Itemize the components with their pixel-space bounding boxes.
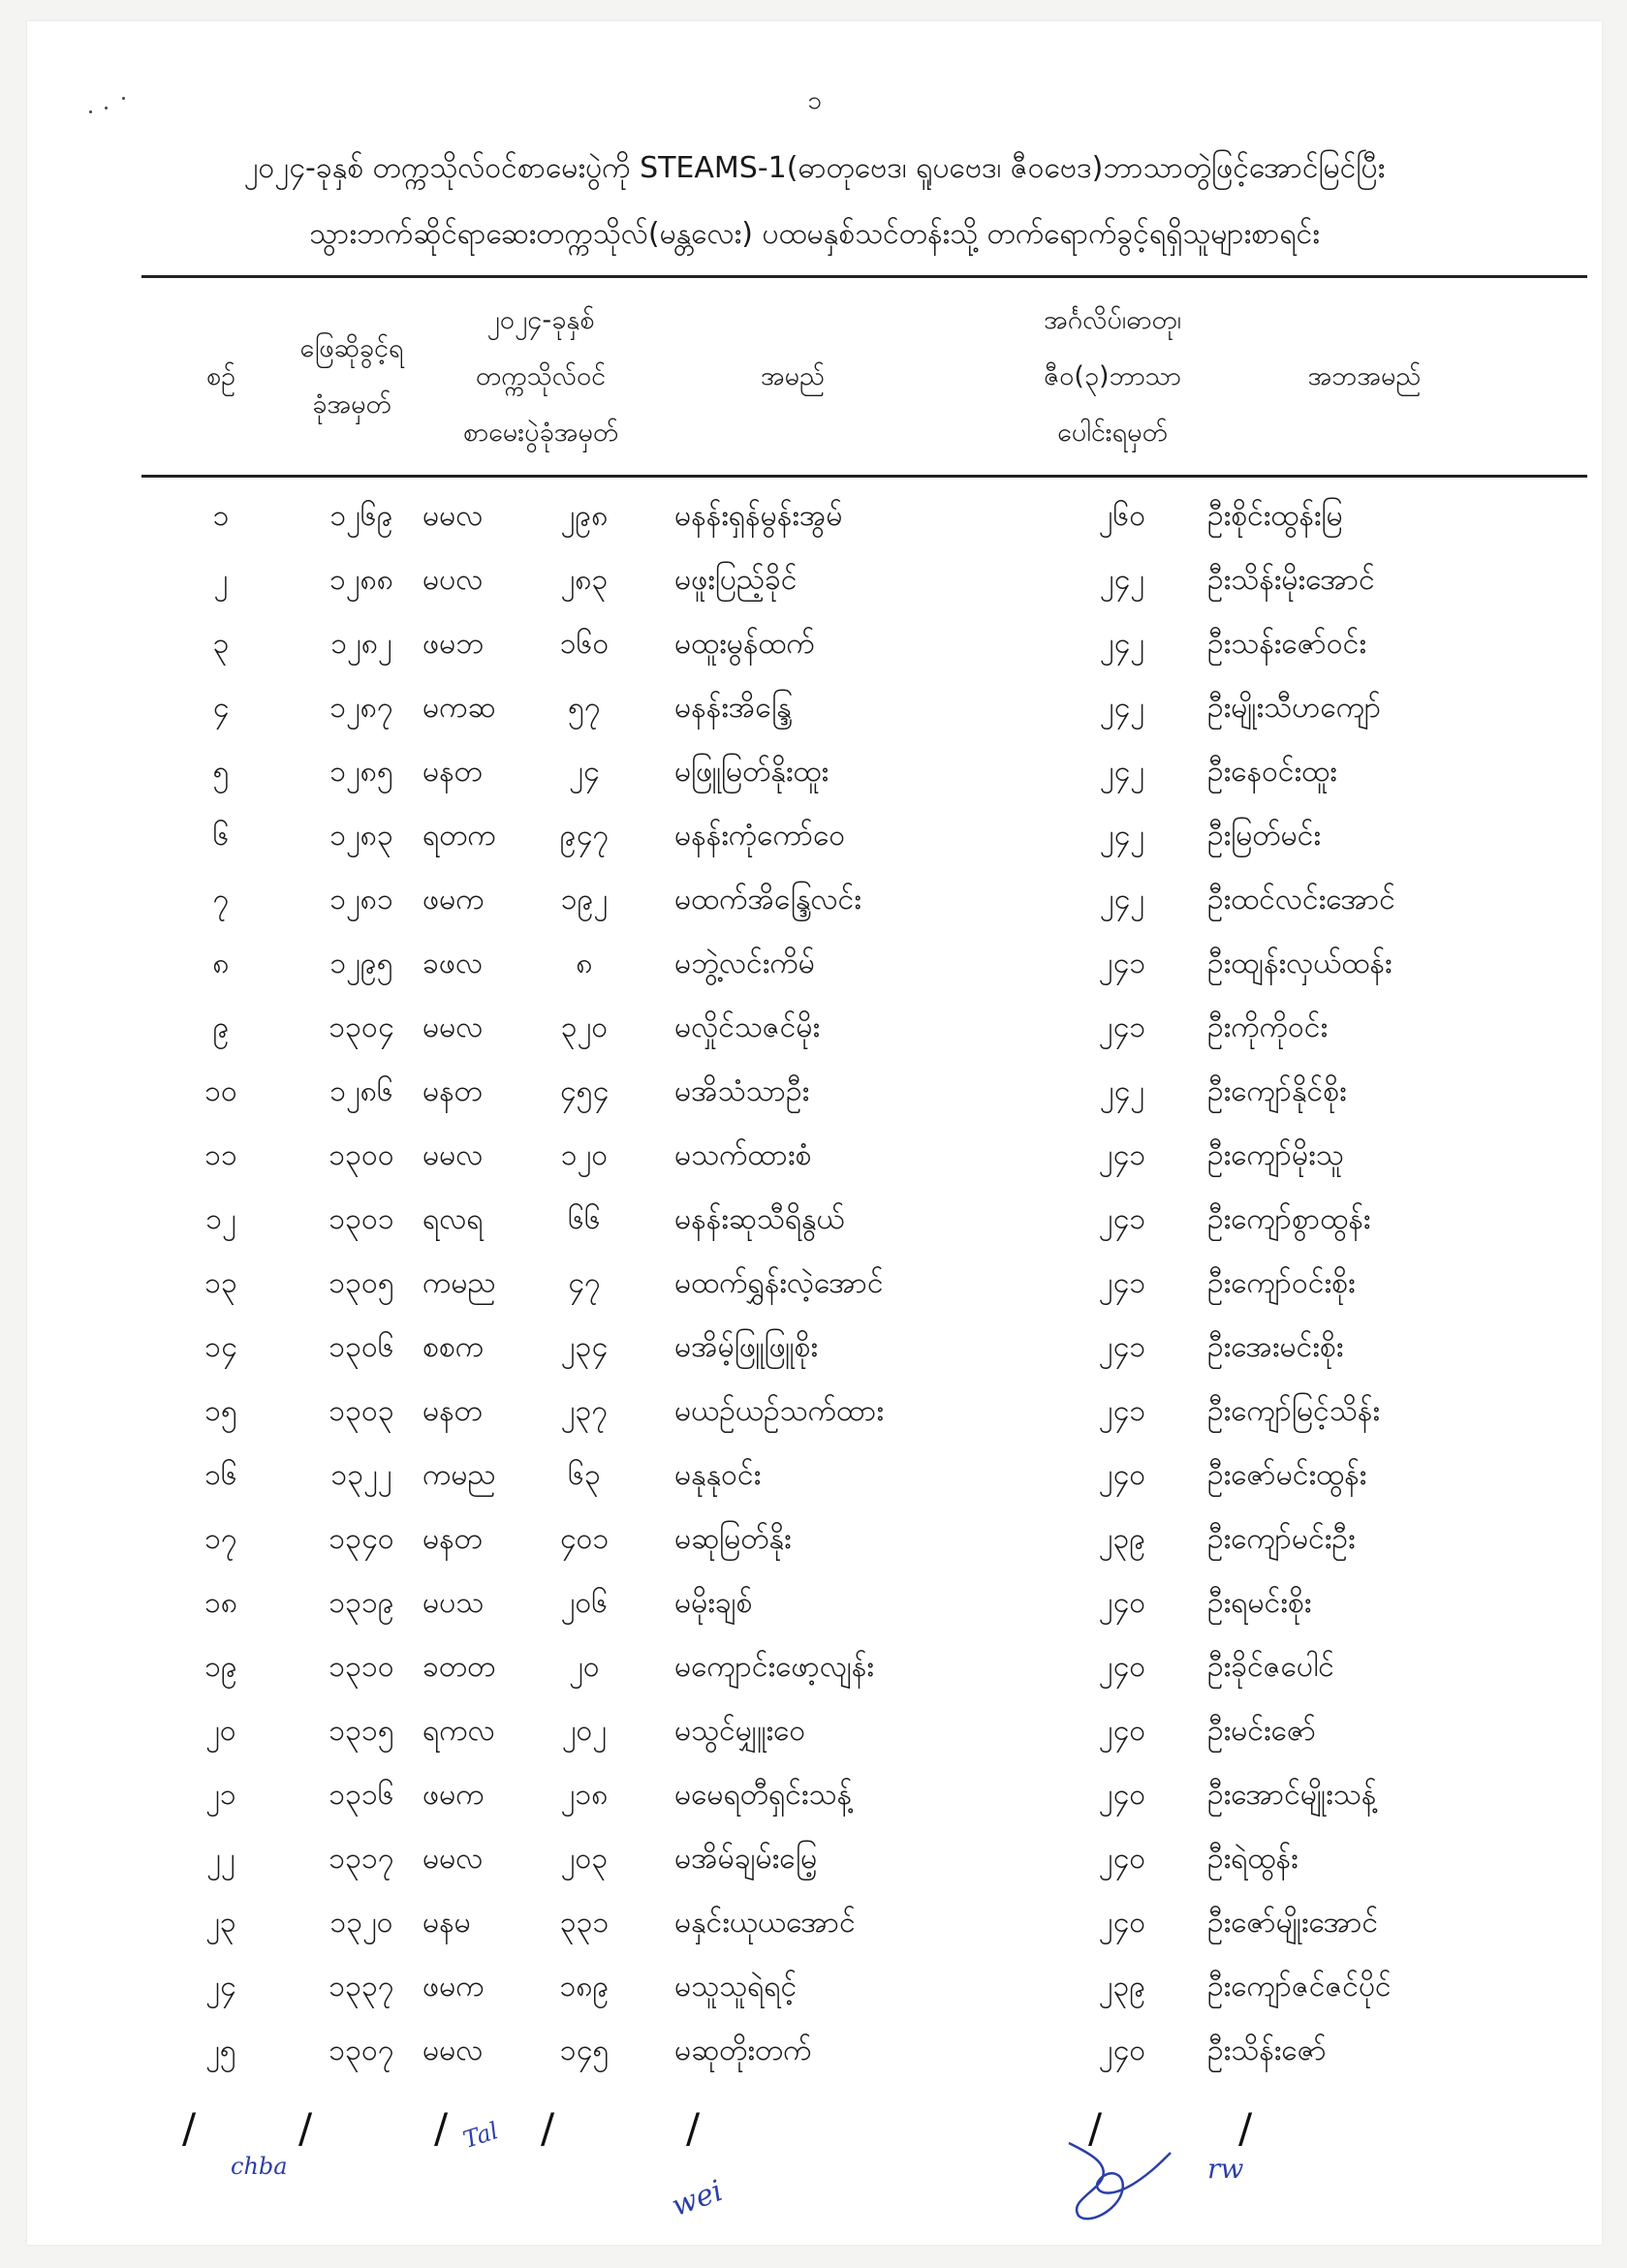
row-roll: ၁၂၈၈ bbox=[329, 563, 393, 597]
row-code: မမလ bbox=[422, 499, 484, 533]
row-no: ၇ bbox=[212, 883, 230, 917]
row-roll: ၁၂၈၇ bbox=[329, 691, 393, 725]
row-code: ရတက bbox=[422, 819, 496, 853]
row-marks: ၂၄၀ bbox=[1098, 2034, 1146, 2067]
row-seat: ၂၄ bbox=[569, 755, 600, 789]
row-code: မမလ bbox=[422, 2034, 484, 2067]
row-code: မကဆ bbox=[422, 691, 496, 725]
row-roll: ၁၃၀၇ bbox=[329, 2034, 394, 2067]
row-seat: ၁၈၉ bbox=[559, 1970, 610, 2004]
row-marks: ၂၃၉ bbox=[1098, 1522, 1146, 1556]
row-marks: ၂၄၂ bbox=[1099, 883, 1145, 917]
row-name: မသူသူရဲရင့် bbox=[674, 1970, 798, 2004]
table-row bbox=[27, 932, 1602, 996]
signature-2: Tal bbox=[459, 2117, 502, 2154]
table-row bbox=[27, 1955, 1602, 2019]
row-name: မယဉ်ယဉ်သက်ထား bbox=[674, 1394, 884, 1428]
row-father: ဦးမျိုးသီဟကျော် bbox=[1207, 691, 1382, 725]
row-marks: ၂၄၂ bbox=[1099, 1074, 1145, 1108]
table-row bbox=[27, 676, 1602, 740]
row-code: မပသ bbox=[422, 1586, 485, 1620]
row-father: ဦးဇော်မျိုးအောင် bbox=[1207, 1906, 1379, 1940]
row-seat: ၃၃၁ bbox=[559, 1906, 610, 1940]
row-father: ဦးကျော်ဇင်ဇင်ပိုင် bbox=[1207, 1970, 1392, 2004]
row-name: မထက်အိန္ဒြေလင်း bbox=[674, 883, 861, 917]
row-marks: ၂၄၂ bbox=[1099, 819, 1145, 853]
row-marks: ၂၄၁ bbox=[1098, 1010, 1146, 1044]
row-name: မနန်းအိန္ဒြေ bbox=[674, 691, 792, 725]
table-row bbox=[27, 1316, 1602, 1380]
row-marks: ၂၄၁ bbox=[1098, 1266, 1146, 1300]
row-marks: ၂၄၀ bbox=[1098, 1714, 1146, 1748]
row-code: မနမ bbox=[422, 1906, 471, 1940]
row-roll: ၁၃၀၁ bbox=[329, 1202, 394, 1236]
row-father: ဦးကျော်မင်းဦး bbox=[1207, 1522, 1356, 1556]
row-seat: ၄၅၄ bbox=[559, 1074, 610, 1108]
row-marks: ၂၃၉ bbox=[1098, 1970, 1146, 2004]
row-code: ခဖလ bbox=[422, 947, 484, 980]
row-no: ၅ bbox=[212, 755, 230, 789]
table-row bbox=[27, 612, 1602, 676]
row-name: မနန်းရှန်မွန်းအွမ် bbox=[674, 499, 843, 533]
row-code: ကမည bbox=[422, 1458, 496, 1492]
table-row bbox=[27, 1252, 1602, 1316]
slash-mark: / bbox=[1088, 2104, 1103, 2152]
row-code: မနတ bbox=[422, 755, 483, 789]
row-no: ၁၇ bbox=[204, 1522, 237, 1556]
row-father: ဦးထင်လင်းအောင် bbox=[1207, 883, 1395, 917]
table-row bbox=[27, 868, 1602, 932]
row-roll: ၁၃၀၄ bbox=[329, 1010, 394, 1044]
row-name: မနုနုဝင်း bbox=[674, 1458, 762, 1492]
row-seat: ၂၀၂ bbox=[561, 1714, 608, 1748]
row-roll: ၁၂၈၃ bbox=[329, 819, 393, 853]
row-marks: ၂၄၀ bbox=[1098, 1778, 1146, 1812]
row-marks: ၂၄၂ bbox=[1099, 627, 1145, 661]
row-code: မနတ bbox=[422, 1074, 483, 1108]
header-marks: အင်္ဂလိပ်၊ဓာတု၊ ဇီဝ(၃)ဘာသာ ပေါင်းရမှတ် bbox=[1043, 305, 1182, 448]
table-row bbox=[27, 484, 1602, 548]
row-marks: ၂၄၀ bbox=[1098, 1650, 1146, 1684]
row-father: ဦးရမင်းစိုး bbox=[1207, 1586, 1312, 1620]
slash-mark: / bbox=[1238, 2104, 1253, 2152]
table-row bbox=[27, 1507, 1602, 1571]
row-no: ၁ bbox=[212, 499, 230, 533]
row-no: ၁၄ bbox=[204, 1330, 237, 1364]
row-roll: ၁၃၀၀ bbox=[329, 1138, 394, 1172]
row-name: မနန်းကုံကော်ဝေ bbox=[674, 819, 846, 853]
row-marks: ၂၄၂ bbox=[1099, 755, 1145, 789]
table-row bbox=[27, 548, 1602, 612]
row-father: ဦးမင်းဇော် bbox=[1207, 1714, 1317, 1748]
slash-mark: / bbox=[686, 2104, 701, 2152]
row-seat: ၁၉၂ bbox=[560, 883, 609, 917]
row-marks: ၂၆၀ bbox=[1098, 499, 1146, 533]
row-seat: ၂၉၈ bbox=[560, 499, 609, 533]
row-father: ဦးသိန်းမိုးအောင် bbox=[1207, 563, 1375, 597]
slash-mark: / bbox=[298, 2104, 313, 2152]
document-title bbox=[85, 136, 1544, 267]
row-code: မမလ bbox=[422, 1842, 484, 1876]
row-seat: ၆၃ bbox=[568, 1458, 601, 1492]
row-marks: ၂၄၀ bbox=[1098, 1842, 1146, 1876]
table-row bbox=[27, 1763, 1602, 1827]
header-name: အမည် bbox=[760, 361, 826, 391]
table-row bbox=[27, 1444, 1602, 1507]
row-seat: ၁၆၀ bbox=[559, 627, 610, 661]
row-name: မသက်ထားစံ bbox=[674, 1138, 812, 1172]
row-name: မဖူးပြည့်ခိုင် bbox=[674, 563, 798, 597]
row-code: မပလ bbox=[422, 563, 484, 597]
row-no: ၃ bbox=[212, 627, 230, 661]
row-code: ဖမက bbox=[422, 883, 485, 917]
table-row bbox=[27, 1380, 1602, 1444]
row-seat: ၄၀၁ bbox=[559, 1522, 610, 1556]
row-no: ၁၁ bbox=[204, 1138, 237, 1172]
table-row bbox=[27, 1635, 1602, 1699]
row-marks: ၂၄၁ bbox=[1098, 1202, 1146, 1236]
row-roll: ၁၂၉၅ bbox=[329, 947, 393, 980]
row-name: မနှင်းယုယအောင် bbox=[674, 1906, 856, 1940]
header-roll: ဖြေဆိုခွင့်ရ ခုံအမှတ် bbox=[299, 333, 404, 419]
row-code: မမလ bbox=[422, 1010, 484, 1044]
row-roll: ၁၂၈၆ bbox=[329, 1074, 393, 1108]
row-code: ဖမက bbox=[422, 1970, 485, 2004]
row-roll: ၁၃၁၆ bbox=[329, 1778, 394, 1812]
row-no: ၁၃ bbox=[204, 1266, 237, 1300]
row-seat: ၉၄၇ bbox=[559, 819, 610, 853]
row-father: ဦးကျော်မြင့်သိန်း bbox=[1207, 1394, 1380, 1428]
row-father: ဦးမြတ်မင်း bbox=[1207, 819, 1322, 853]
row-no: ၁၉ bbox=[204, 1650, 237, 1684]
table-row bbox=[27, 1827, 1602, 1891]
row-name: မဘွဲ့လင်းကိမ် bbox=[674, 947, 815, 980]
row-seat: ၂၀၆ bbox=[560, 1586, 609, 1620]
row-name: မကျောင်းဖော့လျန်း bbox=[674, 1650, 874, 1684]
row-no: ၂၁ bbox=[205, 1778, 236, 1812]
row-roll: ၁၃၁၉ bbox=[329, 1586, 394, 1620]
row-name: မဖြူမြတ်နိုးထူး bbox=[674, 755, 829, 789]
row-code: ကမည bbox=[422, 1266, 496, 1300]
row-no: ၂ bbox=[213, 563, 229, 597]
signature-4-scribble bbox=[1049, 2124, 1185, 2230]
row-father: ဦးသန်းဇော်ဝင်း bbox=[1207, 627, 1366, 661]
header-rule-top bbox=[141, 275, 1587, 278]
row-no: ၄ bbox=[212, 691, 230, 725]
row-marks: ၂၄၁ bbox=[1098, 1330, 1146, 1364]
row-roll: ၁၃၀၆ bbox=[329, 1330, 394, 1364]
title-line-2: သွားဘက်ဆိုင်ရာဆေးတက္ကသိုလ်(မန္တလေး) ပထမနှစ်သင်တန်းသို့ တက်ရောက်ခွင့်ရရှိသူများစာရင်း bbox=[309, 217, 1320, 251]
row-roll: ၁၃၃၇ bbox=[329, 1970, 394, 2004]
table-row bbox=[27, 1188, 1602, 1252]
slash-mark: / bbox=[182, 2104, 197, 2152]
table-row bbox=[27, 804, 1602, 868]
slash-mark: / bbox=[434, 2104, 449, 2152]
row-roll: ၁၃၀၃ bbox=[329, 1394, 394, 1428]
row-seat: ၂၀၃ bbox=[560, 1842, 609, 1876]
row-roll: ၁၂၈၅ bbox=[329, 755, 393, 789]
row-name: မလှိုင်သဇင်မိုး bbox=[674, 1010, 821, 1044]
row-name: မထူးမွန်ထက် bbox=[674, 627, 815, 661]
row-father: ဦးကျော်ဝင်းစိုး bbox=[1207, 1266, 1356, 1300]
row-marks: ၂၄၀ bbox=[1098, 1586, 1146, 1620]
row-marks: ၂၄၁ bbox=[1098, 1394, 1146, 1428]
row-father: ဦးထျန်းလှယ်ထန်း bbox=[1207, 947, 1392, 980]
row-no: ၁၂ bbox=[205, 1202, 236, 1236]
row-code: ရလရ bbox=[422, 1202, 484, 1236]
header-rule-bottom bbox=[141, 475, 1587, 478]
row-code: မမလ bbox=[422, 1138, 484, 1172]
row-father: ဦးကိုကိုဝင်း bbox=[1207, 1010, 1329, 1044]
row-roll: ၁၂၆၉ bbox=[329, 499, 393, 533]
row-roll: ၁၃၂၂ bbox=[330, 1458, 392, 1492]
row-marks: ၂၄၀ bbox=[1098, 1906, 1146, 1940]
row-roll: ၁၃၁၅ bbox=[329, 1714, 394, 1748]
row-name: မအိသံသာဦး bbox=[674, 1074, 810, 1108]
row-seat: ၈ bbox=[576, 947, 593, 980]
row-father: ဦးကျော်နိုင်စိုး bbox=[1207, 1074, 1347, 1108]
row-marks: ၂၄၁ bbox=[1098, 1138, 1146, 1172]
row-no: ၁၀ bbox=[204, 1074, 237, 1108]
row-roll: ၁၂၈၁ bbox=[329, 883, 393, 917]
row-marks: ၂၄၂ bbox=[1099, 691, 1145, 725]
document-page bbox=[27, 21, 1602, 2245]
row-father: ဦးသိန်းဇော် bbox=[1207, 2034, 1327, 2067]
row-name: မဆုတိုးတက် bbox=[674, 2034, 812, 2067]
row-roll: ၁၃၁၀ bbox=[329, 1650, 394, 1684]
row-no: ၂၅ bbox=[205, 2034, 236, 2067]
header-no: စဉ် bbox=[205, 361, 236, 391]
row-roll: ၁၃၁၇ bbox=[329, 1842, 394, 1876]
row-code: ဖမဘ bbox=[422, 627, 485, 661]
row-no: ၂၂ bbox=[206, 1842, 235, 1876]
signature-1: chba bbox=[231, 2153, 288, 2180]
table-row bbox=[27, 1571, 1602, 1635]
row-father: ဦးကျော်မိုးသူ bbox=[1207, 1138, 1344, 1172]
row-no: ၁၆ bbox=[204, 1458, 237, 1492]
page-number: ၁ bbox=[807, 86, 822, 115]
row-no: ၁၅ bbox=[204, 1394, 237, 1428]
row-no: ၆ bbox=[212, 819, 230, 853]
row-seat: ၁၄၅ bbox=[559, 2034, 610, 2067]
row-seat: ၃၂၀ bbox=[560, 1010, 609, 1044]
table-row bbox=[27, 1891, 1602, 1955]
row-father: ဦးစိုင်းထွန်းမြ bbox=[1207, 499, 1343, 533]
table-row bbox=[27, 1699, 1602, 1763]
row-name: မနန်းဆုသီရိနွယ် bbox=[674, 1202, 845, 1236]
title-line-1: ၂၀၂၄-ခုနှစ် တက္ကသိုလ်ဝင်စာမေးပွဲကို STEAMS-1(ဓာတုဗေဒ၊ ရူပဗေဒ၊ ဇီဝဗေဒ)ဘာသာတွဲဖြင့်အောင်မြင်ပြီး bbox=[243, 151, 1386, 185]
row-code: မနတ bbox=[422, 1522, 483, 1556]
row-marks: ၂၄၀ bbox=[1098, 1458, 1146, 1492]
slash-mark: / bbox=[541, 2104, 555, 2152]
row-seat: ၂၀ bbox=[569, 1650, 600, 1684]
row-father: ဦးနေဝင်းထူး bbox=[1207, 755, 1337, 789]
row-seat: ၅၇ bbox=[568, 691, 601, 725]
row-roll: ၁၃၀၅ bbox=[329, 1266, 394, 1300]
row-code: စစက bbox=[422, 1330, 485, 1364]
row-no: ၂၄ bbox=[205, 1970, 236, 2004]
row-no: ၁၈ bbox=[203, 1586, 237, 1620]
table-row bbox=[27, 1060, 1602, 1124]
row-seat: ၂၁၈ bbox=[560, 1778, 609, 1812]
row-roll: ၁၂၈၂ bbox=[330, 627, 392, 661]
row-father: ဦးကျော်စွာထွန်း bbox=[1207, 1202, 1371, 1236]
row-name: မသွင်မျှူးဝေ bbox=[674, 1714, 806, 1748]
row-seat: ၄၇ bbox=[568, 1266, 601, 1300]
row-father: ဦးအေးမင်းစိုး bbox=[1207, 1330, 1344, 1364]
row-code: ဖမက bbox=[422, 1778, 485, 1812]
row-name: မထက်ရွှန်းလဲ့အောင် bbox=[674, 1266, 884, 1300]
row-seat: ၂၃၄ bbox=[560, 1330, 609, 1364]
row-roll: ၁၃၂၀ bbox=[329, 1906, 393, 1940]
row-father: ဦးဇော်မင်းထွန်း bbox=[1207, 1458, 1367, 1492]
header-father: အဘအမည် bbox=[1307, 361, 1422, 391]
row-name: မအိမ်ချမ်းမြေ့ bbox=[674, 1842, 818, 1876]
table-row bbox=[27, 1124, 1602, 1188]
row-name: မမေရတီရှင်းသန့် bbox=[674, 1778, 853, 1812]
row-no: ၂၀ bbox=[205, 1714, 236, 1748]
header-exam-seat: ၂၀၂၄-ခုနှစ် တက္ကသိုလ်ဝင် စာမေးပွဲခုံအမှတ် bbox=[462, 305, 619, 448]
row-no: ၂၃ bbox=[205, 1906, 236, 1940]
row-no: ၉ bbox=[212, 1010, 230, 1044]
row-father: ဦးရဲထွန်း bbox=[1207, 1842, 1298, 1876]
signature-5: rw bbox=[1207, 2153, 1244, 2185]
row-seat: ၂၃၇ bbox=[560, 1394, 609, 1428]
table-row bbox=[27, 2019, 1602, 2083]
row-name: မဆုမြတ်နိုး bbox=[674, 1522, 792, 1556]
row-marks: ၂၄၂ bbox=[1099, 563, 1145, 597]
row-code: ရကလ bbox=[422, 1714, 495, 1748]
row-seat: ၂၈၃ bbox=[560, 563, 609, 597]
row-seat: ၁၂၀ bbox=[560, 1138, 609, 1172]
signature-3: wei bbox=[667, 2173, 728, 2224]
row-father: ဦးအောင်မျိုးသန့် bbox=[1207, 1778, 1377, 1812]
table-row bbox=[27, 996, 1602, 1060]
row-roll: ၁၃၄၀ bbox=[329, 1522, 394, 1556]
row-father: ဦးခိုင်ဇပေါင် bbox=[1207, 1650, 1334, 1684]
row-name: မအိမ့်ဖြူဖြူစိုး bbox=[674, 1330, 818, 1364]
row-code: ခတတ bbox=[422, 1650, 496, 1684]
row-marks: ၂၄၁ bbox=[1098, 947, 1146, 980]
row-code: မနတ bbox=[422, 1394, 483, 1428]
row-name: မမိုးချစ် bbox=[674, 1586, 753, 1620]
table-row bbox=[27, 740, 1602, 804]
row-seat: ၆၆ bbox=[568, 1202, 601, 1236]
row-no: ၈ bbox=[212, 947, 230, 980]
